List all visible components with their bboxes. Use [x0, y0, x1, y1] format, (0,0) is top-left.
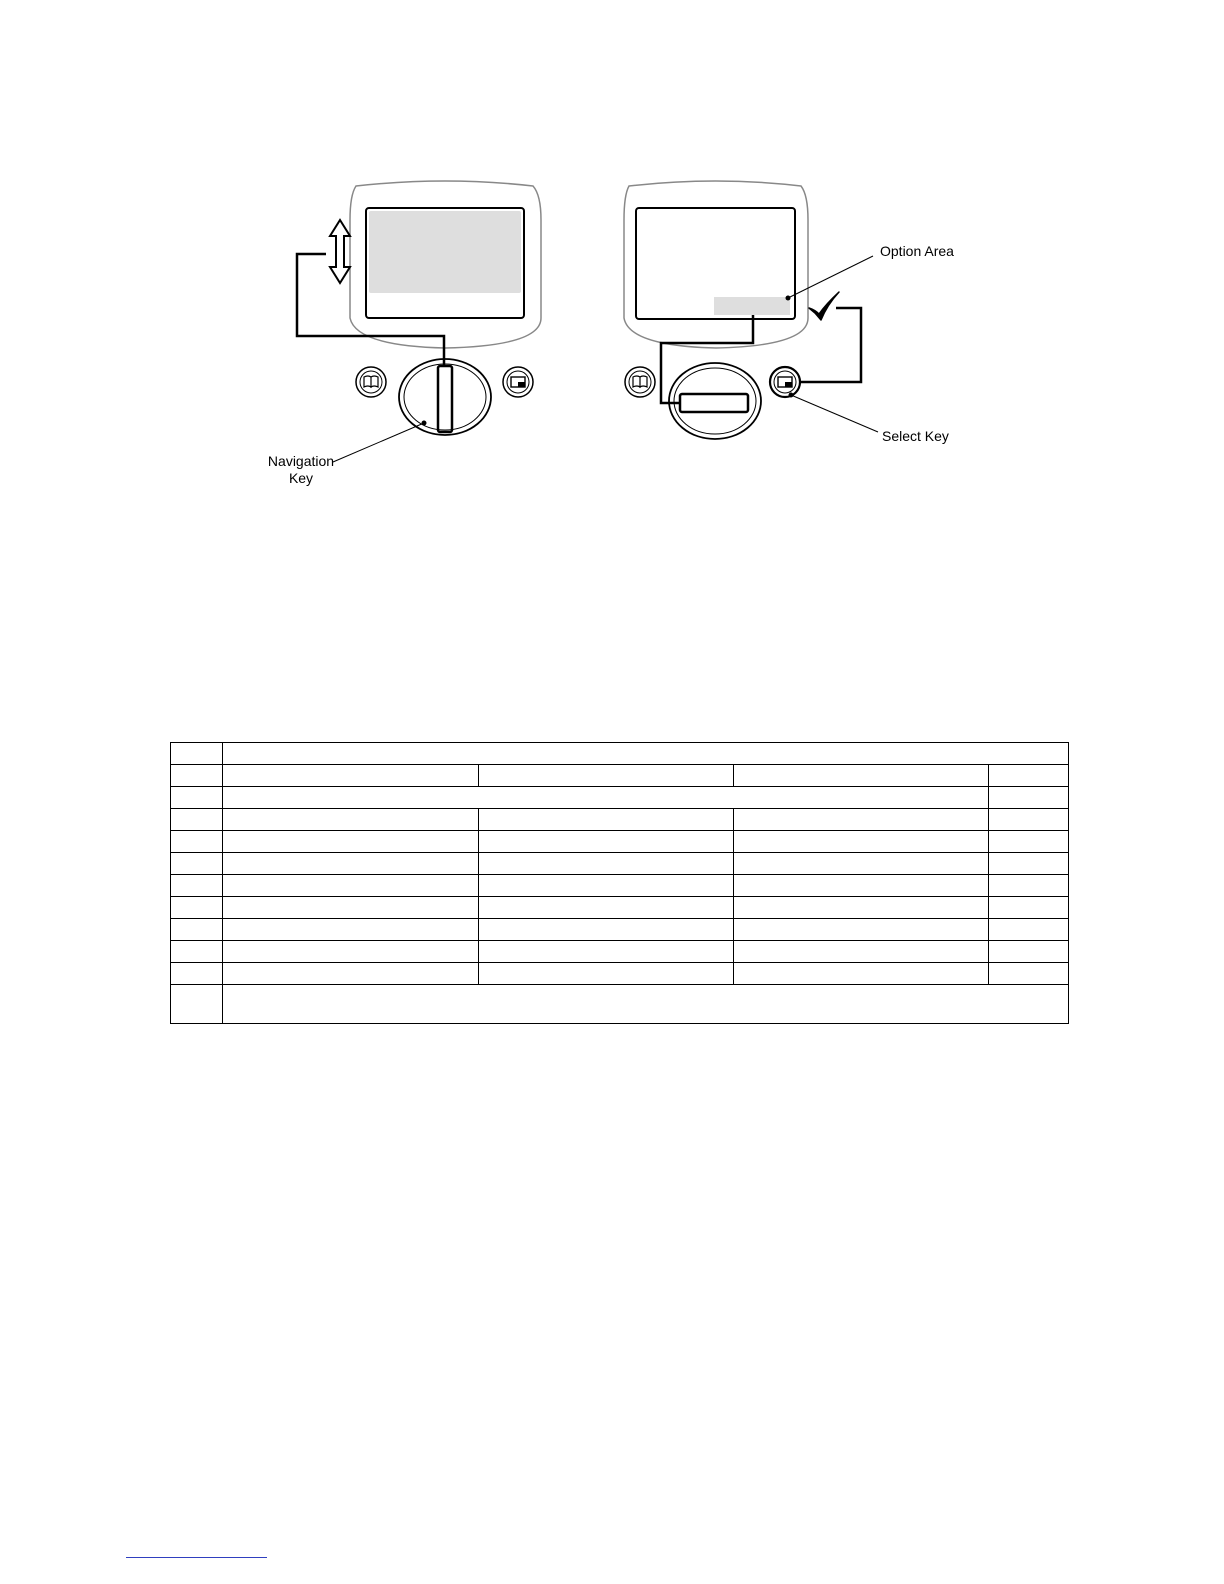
table-cell	[734, 765, 989, 787]
navigation-dial	[669, 363, 761, 439]
right-device	[624, 181, 878, 439]
table-cell	[171, 765, 223, 787]
table-row	[171, 875, 1069, 897]
table-cell	[223, 919, 479, 941]
table-cell	[989, 765, 1069, 787]
table-cell	[989, 963, 1069, 985]
keypad-diagram	[0, 0, 1224, 520]
table-cell	[734, 853, 989, 875]
table-cell	[734, 831, 989, 853]
table-cell	[171, 743, 223, 765]
navigation-key-pointer	[333, 423, 424, 462]
table-cell	[223, 853, 479, 875]
table-cell	[479, 941, 734, 963]
table-row	[171, 985, 1069, 1024]
table-cell	[171, 831, 223, 853]
table-row	[171, 963, 1069, 985]
table-cell	[171, 897, 223, 919]
table-cell	[223, 809, 479, 831]
table-cell	[479, 919, 734, 941]
table-cell	[223, 787, 989, 809]
table-cell	[989, 897, 1069, 919]
table-row	[171, 919, 1069, 941]
table-cell	[989, 831, 1069, 853]
empty-grid-table	[170, 742, 1069, 1024]
table-row	[171, 765, 1069, 787]
table-cell	[734, 875, 989, 897]
table-cell	[223, 941, 479, 963]
left-device	[297, 181, 541, 462]
table-cell	[171, 919, 223, 941]
table-row	[171, 941, 1069, 963]
table-cell	[171, 985, 223, 1024]
table-cell	[479, 853, 734, 875]
table-cell	[479, 875, 734, 897]
table-cell	[171, 853, 223, 875]
select-screen-icon	[778, 377, 792, 387]
select-screen-icon	[511, 377, 525, 387]
table-cell	[989, 919, 1069, 941]
table-cell	[223, 897, 479, 919]
table-cell	[989, 787, 1069, 809]
navigation-dial	[399, 359, 491, 435]
option-area-label: Option Area	[880, 243, 954, 259]
table-cell	[479, 897, 734, 919]
table-cell	[734, 897, 989, 919]
table-cell	[171, 875, 223, 897]
table-row	[171, 831, 1069, 853]
table-cell	[223, 765, 479, 787]
table-cell	[479, 963, 734, 985]
table-cell	[223, 875, 479, 897]
table-cell	[989, 875, 1069, 897]
table-cell	[223, 831, 479, 853]
up-down-arrow-icon	[330, 220, 350, 283]
option-area-highlight	[714, 297, 790, 315]
table-cell	[734, 809, 989, 831]
table-cell	[223, 985, 1069, 1024]
table-cell	[479, 831, 734, 853]
table-cell	[171, 787, 223, 809]
select-key-label: Select Key	[882, 428, 949, 444]
book-button	[625, 367, 655, 397]
table-cell	[989, 809, 1069, 831]
select-key-pointer	[791, 395, 878, 432]
table-row	[171, 853, 1069, 875]
checkmark-icon	[809, 292, 839, 320]
table-row	[171, 897, 1069, 919]
table-cell	[734, 941, 989, 963]
table-cell	[171, 963, 223, 985]
navigation-key-label: Navigation Key	[267, 453, 335, 486]
table-cell	[989, 853, 1069, 875]
table-cell	[989, 941, 1069, 963]
table-cell	[479, 765, 734, 787]
table-cell	[171, 809, 223, 831]
table-row	[171, 743, 1069, 765]
table-cell	[171, 941, 223, 963]
book-button	[356, 367, 386, 397]
table-cell	[223, 743, 1069, 765]
table-row	[171, 787, 1069, 809]
table-cell	[734, 963, 989, 985]
left-screen-highlight	[369, 211, 521, 293]
table-row	[171, 809, 1069, 831]
select-button	[503, 367, 533, 397]
table-cell	[479, 809, 734, 831]
select-leader-line	[800, 308, 861, 382]
select-button	[770, 367, 800, 397]
footnote-rule	[126, 1557, 267, 1558]
table-cell	[223, 963, 479, 985]
table-cell	[734, 919, 989, 941]
